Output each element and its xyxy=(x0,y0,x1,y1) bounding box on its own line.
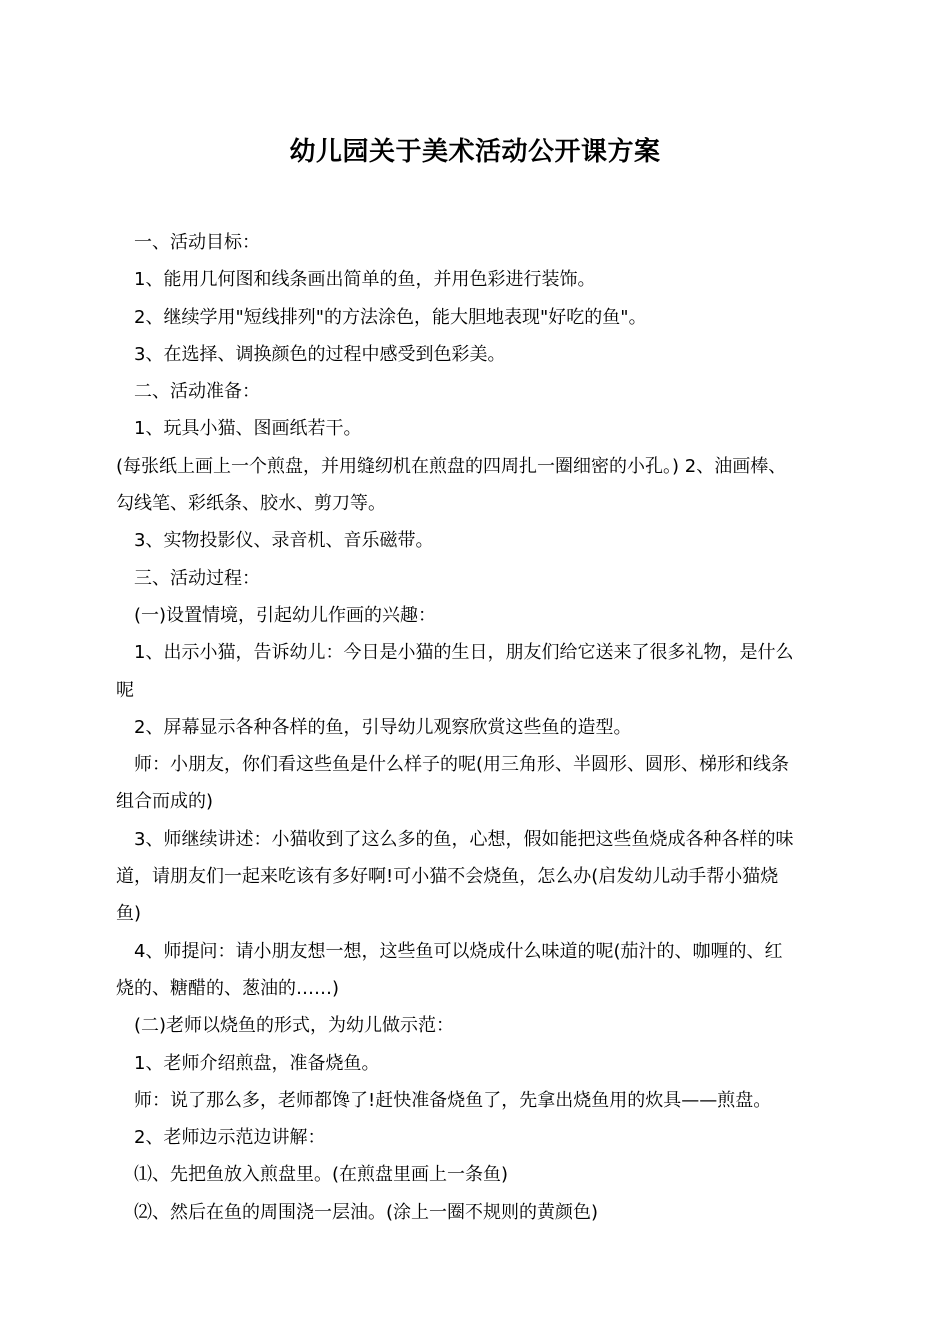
paragraph: 鱼) xyxy=(116,903,142,925)
paragraph: 4、师提问：请小朋友想一想，这些鱼可以烧成什么味道的呢(茄汁的、咖喱的、红 xyxy=(134,940,783,962)
paragraph: 呢 xyxy=(116,679,134,701)
paragraph: 3、师继续讲述：小猫收到了这么多的鱼，心想，假如能把这些鱼烧成各种各样的味 xyxy=(134,828,794,850)
paragraph: 1、出示小猫，告诉幼儿：今日是小猫的生日，朋友们给它送来了很多礼物，是什么 xyxy=(134,642,794,664)
document-title: 幼儿园关于美术活动公开课方案 xyxy=(289,137,661,167)
paragraph: 3、实物投影仪、录音机、音乐磁带。 xyxy=(134,530,434,552)
paragraph: 二、活动准备： xyxy=(134,381,260,403)
paragraph: 师：小朋友，你们看这些鱼是什么样子的呢(用三角形、半圆形、圆形、梯形和线条 xyxy=(134,754,790,776)
paragraph: 师：说了那么多，老师都馋了!赶快准备烧鱼了，先拿出烧鱼用的炊具——煎盘。 xyxy=(134,1089,772,1111)
paragraph: (二)老师以烧鱼的形式，为幼儿做示范： xyxy=(134,1015,455,1037)
paragraph: 1、能用几何图和线条画出简单的鱼，并用色彩进行装饰。 xyxy=(134,269,596,291)
paragraph: (一)设置情境，引起幼儿作画的兴趣： xyxy=(134,604,437,626)
paragraph: 1、玩具小猫、图画纸若干。 xyxy=(134,418,362,440)
paragraph: 一、活动目标： xyxy=(134,232,260,253)
paragraph: 1、老师介绍煎盘，准备烧鱼。 xyxy=(134,1052,380,1074)
paragraph: 三、活动过程： xyxy=(134,567,260,589)
paragraph: 3、在选择、调换颜色的过程中感受到色彩美。 xyxy=(134,343,506,365)
paragraph: 道，请朋友们一起来吃该有多好啊!可小猫不会烧鱼，怎么办(启发幼儿动手帮小猫烧 xyxy=(116,866,779,888)
paragraph: ⑴、先把鱼放入煎盘里。(在煎盘里画上一条鱼) xyxy=(134,1164,509,1186)
document-body xyxy=(116,224,846,1231)
paragraph: (每张纸上画上一个煎盘，并用缝纫机在煎盘的四周扎一圈细密的小孔。) 2、油画棒、 xyxy=(116,455,787,477)
paragraph: 组合而成的) xyxy=(116,791,214,813)
paragraph: ⑵、然后在鱼的周围浇一层油。(涂上一圈不规则的黄颜色) xyxy=(134,1201,599,1223)
paragraph: 烧的、糖醋的、葱油的……) xyxy=(116,977,340,999)
paragraph: 2、老师边示范边讲解： xyxy=(134,1127,326,1149)
paragraph: 2、屏幕显示各种各样的鱼，引导幼儿观察欣赏这些鱼的造型。 xyxy=(134,716,632,738)
paragraph: 勾线笔、彩纸条、胶水、剪刀等。 xyxy=(116,493,386,515)
paragraph: 2、继续学用"短线排列"的方法涂色，能大胆地表现"好吃的鱼"。 xyxy=(134,306,647,328)
